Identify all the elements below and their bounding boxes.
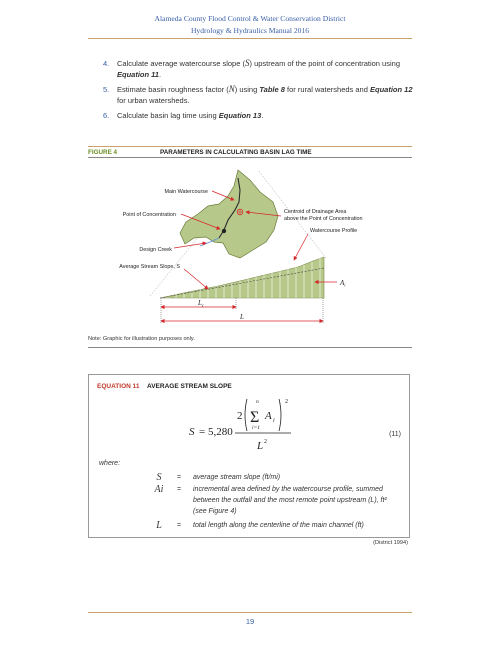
table-reference: Table 8 — [259, 85, 285, 94]
definition-text: average stream slope (ft/mi) — [193, 474, 281, 481]
definition-symbol: S — [156, 472, 162, 483]
definition-symbol: Ai — [154, 484, 164, 495]
slope-symbol: S — [244, 58, 250, 68]
step-text: Calculate average watercourse slope ( — [117, 59, 245, 68]
svg-text:A: A — [265, 410, 272, 422]
equation-reference: Equation 12 — [369, 85, 413, 94]
basin-lag-diagram — [88, 158, 412, 334]
design-creek-label: Design Creek — [139, 247, 172, 253]
lc-label: $L_c$ — [198, 299, 204, 308]
step-text: Estimate basin roughness factor ( — [117, 85, 229, 94]
svg-text:2: 2 — [237, 410, 243, 422]
point-of-concentration-marker — [222, 229, 226, 233]
list-item — [103, 58, 423, 80]
page-number: 19 — [245, 617, 255, 626]
svg-text:= 5,280: = 5,280 — [199, 426, 233, 438]
equation-number: (11) — [389, 431, 401, 438]
figure-note: Note: Graphic for illustration purposes only. — [88, 336, 195, 342]
svg-text:2: 2 — [285, 399, 288, 405]
figure-label: FIGURE 4 — [88, 149, 118, 156]
step-text: for rural watersheds and — [284, 85, 370, 94]
avg-stream-slope-label: Average Stream Slope, S — [119, 264, 180, 270]
definition-symbol: L — [156, 520, 162, 531]
profile-arrow — [294, 234, 308, 260]
equation-reference: Equation 13 — [218, 111, 262, 120]
svg-text:i: i — [273, 418, 275, 424]
step-number: 6. — [103, 111, 110, 120]
definitions-list — [89, 472, 411, 532]
svg-text:n: n — [256, 399, 259, 405]
document-title: Alameda County Flood Control & Water Conservation District — [154, 14, 346, 23]
step-number: 5. — [103, 85, 110, 94]
watercourse-profile-label: Watercourse Profile — [310, 228, 358, 234]
l-label: L — [240, 313, 244, 321]
list-item — [103, 110, 423, 121]
figure-title: PARAMETERS IN CALCULATING BASIN LAG TIME — [160, 149, 312, 156]
definition-row: S = average stream slope (ft/mi) — [89, 472, 411, 484]
svg-text:Σ: Σ — [250, 409, 260, 426]
equation-box — [88, 374, 410, 538]
point-of-concentration-label: Point of Concentration — [122, 212, 176, 218]
centroid-label-line1: Centroid of Drainage Area — [284, 209, 347, 215]
svg-text:2: 2 — [264, 439, 267, 445]
citation: (District 1994) — [373, 540, 408, 546]
svg-text:i=1: i=1 — [252, 425, 260, 431]
step-text: ) upstream of the point of concentration using — [249, 59, 400, 68]
definition-row: Ai = incremental area defined by the watercourse profile, summed between the outfall and the most remote point upstream (L), ft² (see Figure 4) — [89, 484, 411, 520]
main-watercourse-label: Main Watercourse — [164, 189, 208, 195]
where-label: where: — [99, 460, 121, 467]
definition-text: total length along the centerline of the main channel (ft) — [193, 522, 364, 529]
equation-reference: Equation 11 — [117, 70, 159, 79]
watercourse-profile-area — [160, 257, 324, 298]
steps-list — [103, 58, 423, 125]
list-item — [103, 84, 423, 106]
figure-divider — [88, 146, 412, 147]
definition-row: L = total length along the centerline of the main channel (ft) — [89, 520, 411, 532]
roughness-symbol: N — [228, 84, 235, 94]
equation-label: EQUATION 11 — [97, 383, 140, 390]
slope-arrow — [184, 269, 208, 289]
header-divider — [88, 38, 412, 39]
slope-formula — [89, 393, 409, 457]
step-text: Calculate basin lag time using — [117, 111, 219, 120]
centroid-label-line2: above the Point of Concentration — [284, 216, 363, 222]
step-text: for urban watersheds. — [117, 96, 190, 105]
step-text: ) using — [234, 85, 260, 94]
step-text: . — [261, 111, 264, 120]
figure-bottom-divider — [88, 347, 412, 348]
definition-text: incremental area defined by the watercourse profile, summed between the outfall and the most remote point upstream (L), ft² (see Figure 4) — [193, 486, 387, 515]
ai-label: $A_i$ — [340, 279, 346, 288]
step-text: . — [158, 70, 162, 79]
svg-text:L: L — [257, 440, 264, 452]
manual-title: Hydrology & Hydraulics Manual 2016 — [190, 26, 310, 35]
svg-text:S: S — [189, 426, 195, 438]
step-number: 4. — [103, 59, 110, 68]
footer-divider — [88, 612, 412, 613]
equation-title: AVERAGE STREAM SLOPE — [147, 383, 232, 390]
